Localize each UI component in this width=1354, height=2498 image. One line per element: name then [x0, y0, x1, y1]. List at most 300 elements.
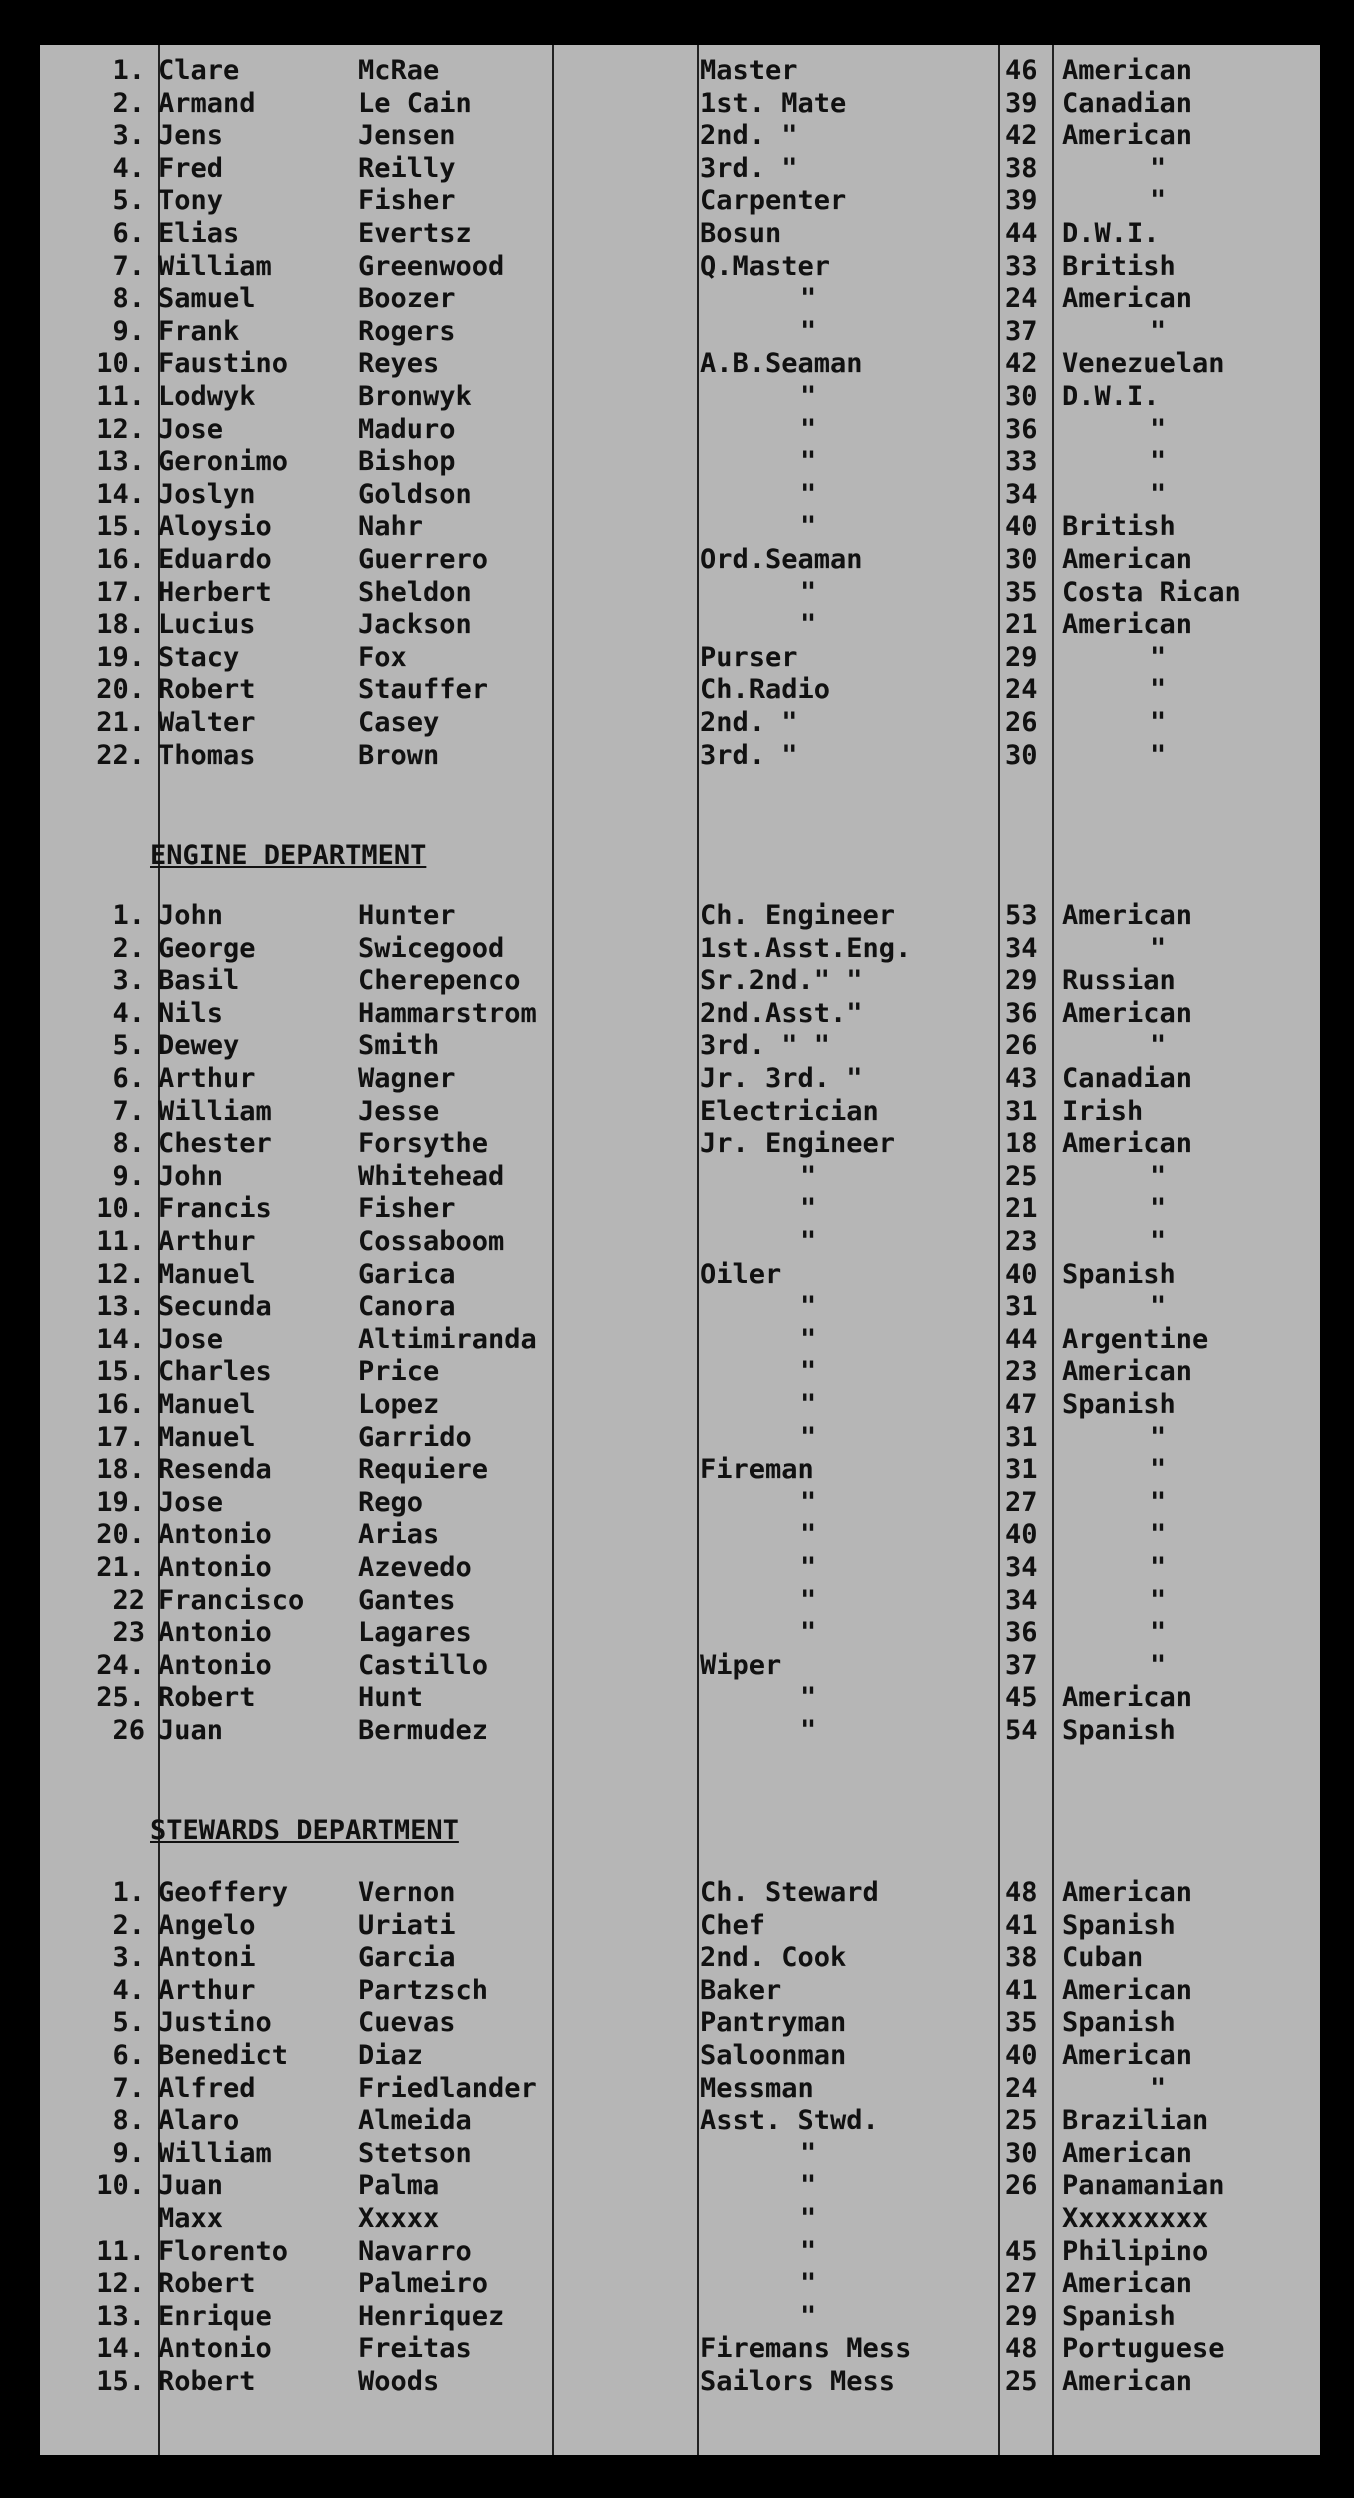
crew-rank: " [800, 446, 817, 478]
crew-age: 42 [1005, 348, 1038, 380]
crew-nationality: American [1062, 120, 1193, 152]
crew-last-name: Evertsz [358, 218, 472, 249]
crew-nationality: " [1150, 1226, 1167, 1257]
crew-age: 36 [1005, 1617, 1038, 1649]
crew-nationality: British [1062, 511, 1176, 543]
crew-first-name: Antonio [158, 2333, 272, 2365]
crew-row [40, 251, 1320, 283]
crew-row [40, 2203, 1320, 2235]
crew-row [40, 88, 1320, 120]
crew-rank: " [800, 315, 817, 347]
crew-first-name: Jose [158, 1323, 224, 1355]
crew-list-sheet [40, 45, 1320, 2455]
crew-rank: " [800, 609, 817, 641]
crew-row [40, 511, 1320, 543]
crew-nationality: " [1150, 2072, 1167, 2104]
crew-row [40, 120, 1320, 152]
crew-first-name: Jose [158, 413, 224, 445]
crew-row [40, 55, 1320, 87]
crew-rank: " [800, 2300, 817, 2332]
crew-last-name: Diaz [358, 2040, 424, 2071]
crew-age: 25 [1005, 2366, 1038, 2397]
crew-last-name: Whitehead [358, 1160, 505, 1192]
crew-nationality: Irish [1062, 1095, 1144, 1127]
crew-age: 23 [1005, 1226, 1038, 1257]
crew-number: 14. [96, 2333, 145, 2365]
crew-number: 24. [96, 1649, 145, 1681]
crew-nationality: Philipino [1062, 2235, 1209, 2267]
crew-first-name: Thomas [158, 739, 256, 771]
crew-rank: Sailors Mess [700, 2366, 896, 2397]
crew-last-name: Fox [358, 641, 407, 673]
crew-age: 33 [1005, 446, 1038, 478]
crew-number: 13. [96, 446, 145, 478]
crew-row [40, 577, 1320, 609]
crew-number: 5. [112, 2007, 145, 2039]
crew-last-name: Palma [358, 2170, 440, 2202]
crew-nationality: American [1062, 55, 1193, 86]
crew-nationality: Canadian [1062, 87, 1193, 119]
crew-number: 6. [112, 1063, 145, 1094]
crew-age: 36 [1005, 413, 1038, 445]
crew-rank: 2nd. " [700, 120, 798, 152]
crew-age: 31 [1005, 1095, 1038, 1127]
crew-number: 14. [96, 478, 145, 510]
crew-number: 7. [112, 1095, 145, 1127]
crew-last-name: Navarro [358, 2235, 472, 2267]
crew-rank: Carpenter [700, 185, 847, 217]
crew-row [40, 1487, 1320, 1519]
crew-first-name: Stacy [158, 641, 240, 673]
crew-rank: Ch.Radio [700, 674, 831, 706]
crew-last-name: Hunter [358, 900, 456, 931]
crew-number: 8. [112, 283, 145, 315]
crew-first-name: Jens [158, 120, 224, 152]
crew-nationality: Spanish [1062, 2007, 1176, 2039]
crew-nationality: Spanish [1062, 1389, 1176, 1420]
crew-last-name: McRae [358, 55, 440, 86]
crew-age: 45 [1005, 1682, 1038, 1714]
crew-nationality: " [1150, 1649, 1167, 1681]
crew-number: 11. [96, 2235, 145, 2267]
crew-last-name: Azevedo [358, 1552, 472, 1583]
crew-last-name: Bronwyk [358, 381, 472, 412]
crew-number: 3. [112, 1942, 145, 1974]
crew-first-name: Charles [158, 1356, 272, 1388]
crew-nationality: American [1062, 900, 1193, 931]
crew-row [40, 1030, 1320, 1062]
crew-row [40, 2301, 1320, 2333]
crew-last-name: Almeida [358, 2105, 472, 2137]
crew-number: 1. [112, 900, 145, 931]
crew-rank: " [800, 381, 817, 412]
crew-first-name: Manuel [158, 1421, 256, 1453]
crew-age: 30 [1005, 739, 1038, 771]
crew-rank: Sr.2nd." " [700, 965, 863, 997]
crew-first-name: William [158, 2137, 272, 2169]
crew-number: 5. [112, 185, 145, 217]
crew-last-name: Castillo [358, 1649, 489, 1681]
crew-first-name: Maxx [158, 2203, 224, 2234]
crew-number: 10. [96, 2170, 145, 2202]
crew-age: 45 [1005, 2235, 1038, 2267]
crew-rank: 2nd. Cook [700, 1942, 847, 1974]
crew-row [40, 1910, 1320, 1942]
crew-rank: Jr. 3rd. " [700, 1063, 863, 1094]
crew-rank: " [800, 1682, 817, 1714]
crew-number: 19. [96, 641, 145, 673]
crew-row [40, 1226, 1320, 1258]
crew-first-name: Arthur [158, 1974, 256, 2006]
crew-rank: " [800, 2170, 817, 2202]
crew-row [40, 609, 1320, 641]
crew-age: 21 [1005, 1193, 1038, 1225]
crew-last-name: Maduro [358, 413, 456, 445]
crew-first-name: Benedict [158, 2040, 289, 2071]
crew-nationality: Canadian [1062, 1063, 1193, 1094]
crew-row [40, 1193, 1320, 1225]
crew-number: 11. [96, 1226, 145, 1257]
crew-row [40, 2268, 1320, 2300]
crew-last-name: Henriquez [358, 2300, 505, 2332]
crew-number: 20. [96, 1519, 145, 1551]
crew-first-name: Robert [158, 1682, 256, 1714]
crew-rank: Ch. Steward [700, 1877, 879, 1908]
crew-first-name: Joslyn [158, 478, 256, 510]
crew-number: 3. [112, 965, 145, 997]
crew-rank: Master [700, 55, 798, 86]
crew-nationality: American [1062, 544, 1193, 575]
crew-age: 34 [1005, 478, 1038, 510]
crew-last-name: Swicegood [358, 932, 505, 964]
crew-row [40, 283, 1320, 315]
crew-row [40, 1585, 1320, 1617]
crew-age: 53 [1005, 900, 1038, 931]
crew-last-name: Lopez [358, 1389, 440, 1420]
crew-first-name: Florento [158, 2235, 289, 2267]
crew-number: 1. [112, 1877, 145, 1908]
crew-rank: 2nd. " [700, 707, 798, 738]
crew-last-name: Uriati [358, 1909, 456, 1941]
crew-age: 26 [1005, 707, 1038, 738]
crew-age: 39 [1005, 185, 1038, 217]
crew-first-name: John [158, 900, 224, 931]
crew-nationality: " [1150, 1193, 1167, 1225]
crew-nationality: American [1062, 1974, 1193, 2006]
crew-rank: " [800, 1193, 817, 1225]
crew-age: 36 [1005, 997, 1038, 1029]
crew-age: 41 [1005, 1909, 1038, 1941]
crew-nationality: " [1150, 1584, 1167, 1616]
crew-row [40, 1096, 1320, 1128]
crew-age: 24 [1005, 283, 1038, 315]
crew-first-name: Francisco [158, 1584, 305, 1616]
crew-nationality: D.W.I. [1062, 218, 1160, 249]
crew-rank: " [800, 1552, 817, 1583]
crew-rank: Saloonman [700, 2040, 847, 2071]
crew-first-name: Manuel [158, 1389, 256, 1420]
crew-row [40, 2236, 1320, 2268]
crew-number: 16. [96, 1389, 145, 1420]
crew-nationality: " [1150, 185, 1167, 217]
crew-rank: 1st.Asst.Eng. [700, 932, 912, 964]
crew-age: 34 [1005, 932, 1038, 964]
crew-last-name: Cherepenco [358, 965, 521, 997]
crew-age: 23 [1005, 1356, 1038, 1388]
crew-row [40, 1519, 1320, 1551]
crew-nationality: " [1150, 739, 1167, 771]
crew-last-name: Bishop [358, 446, 456, 478]
crew-number: 26 [112, 1715, 145, 1746]
crew-number: 16. [96, 544, 145, 575]
engine-department-heading: ENGINE DEPARTMENT [150, 840, 427, 871]
crew-nationality: American [1062, 2268, 1193, 2300]
crew-first-name: Enrique [158, 2300, 272, 2332]
crew-number: 8. [112, 2105, 145, 2137]
crew-first-name: Clare [158, 55, 240, 86]
crew-last-name: Jensen [358, 120, 456, 152]
crew-nationality: Russian [1062, 965, 1176, 997]
crew-first-name: Nils [158, 997, 224, 1029]
crew-rank: Wiper [700, 1649, 782, 1681]
crew-nationality: " [1150, 1552, 1167, 1583]
crew-number: 3. [112, 120, 145, 152]
crew-number: 10. [96, 1193, 145, 1225]
crew-last-name: Arias [358, 1519, 440, 1551]
crew-row [40, 2138, 1320, 2170]
crew-first-name: Samuel [158, 283, 256, 315]
crew-row [40, 218, 1320, 250]
crew-first-name: Elias [158, 218, 240, 249]
crew-rank: " [800, 1486, 817, 1518]
crew-first-name: John [158, 1160, 224, 1192]
crew-row [40, 965, 1320, 997]
crew-number: 17. [96, 576, 145, 608]
crew-rank: Ch. Engineer [700, 900, 896, 931]
crew-nationality: American [1062, 2366, 1193, 2397]
crew-last-name: Goldson [358, 478, 472, 510]
crew-number: 15. [96, 511, 145, 543]
crew-age: 24 [1005, 674, 1038, 706]
crew-rank: Ord.Seaman [700, 544, 863, 575]
crew-age: 35 [1005, 576, 1038, 608]
crew-rank: 3rd. " [700, 739, 798, 771]
crew-last-name: Garrido [358, 1421, 472, 1453]
crew-first-name: Dewey [158, 1030, 240, 1062]
crew-first-name: Manuel [158, 1258, 256, 1290]
crew-age: 40 [1005, 2040, 1038, 2071]
crew-number: 7. [112, 2072, 145, 2104]
crew-age: 39 [1005, 87, 1038, 119]
crew-rank: Baker [700, 1974, 782, 2006]
crew-first-name: Basil [158, 965, 240, 997]
crew-number: 17. [96, 1421, 145, 1453]
crew-nationality: Spanish [1062, 2300, 1176, 2332]
crew-age: 40 [1005, 511, 1038, 543]
crew-nationality: " [1150, 152, 1167, 184]
crew-rank: 3rd. " [700, 152, 798, 184]
crew-number: 12. [96, 413, 145, 445]
crew-row [40, 1128, 1320, 1160]
crew-row [40, 544, 1320, 576]
crew-first-name: Robert [158, 2268, 256, 2300]
crew-age: 40 [1005, 1258, 1038, 1290]
crew-last-name: Rogers [358, 315, 456, 347]
crew-age: 30 [1005, 2137, 1038, 2169]
crew-row [40, 1063, 1320, 1095]
crew-first-name: Geronimo [158, 446, 289, 478]
crew-rank: Bosun [700, 218, 782, 249]
crew-first-name: Arthur [158, 1226, 256, 1257]
crew-first-name: Antonio [158, 1519, 272, 1551]
crew-last-name: Jackson [358, 609, 472, 641]
crew-row [40, 2105, 1320, 2137]
crew-nationality: " [1150, 1454, 1167, 1486]
crew-rank: " [800, 1323, 817, 1355]
crew-age: 54 [1005, 1715, 1038, 1746]
crew-first-name: Lucius [158, 609, 256, 641]
crew-number: 9. [112, 315, 145, 347]
crew-age: 31 [1005, 1291, 1038, 1323]
crew-row [40, 1617, 1320, 1649]
crew-number: 6. [112, 2040, 145, 2071]
crew-number: 12. [96, 1258, 145, 1290]
crew-age: 31 [1005, 1421, 1038, 1453]
crew-nationality: " [1150, 1291, 1167, 1323]
crew-row [40, 1161, 1320, 1193]
crew-last-name: Xxxxx [358, 2203, 440, 2234]
crew-age: 34 [1005, 1552, 1038, 1583]
crew-rank: Pantryman [700, 2007, 847, 2039]
crew-age: 37 [1005, 1649, 1038, 1681]
crew-age: 37 [1005, 315, 1038, 347]
crew-row [40, 1715, 1320, 1747]
crew-age: 29 [1005, 965, 1038, 997]
crew-first-name: Alaro [158, 2105, 240, 2137]
crew-last-name: Boozer [358, 283, 456, 315]
crew-first-name: Antoni [158, 1942, 256, 1974]
crew-last-name: Woods [358, 2366, 440, 2397]
crew-row [40, 642, 1320, 674]
crew-nationality: " [1150, 1421, 1167, 1453]
crew-number: 18. [96, 609, 145, 641]
crew-number: 18. [96, 1454, 145, 1486]
crew-rank: " [800, 1389, 817, 1420]
crew-age: 41 [1005, 1974, 1038, 2006]
crew-last-name: Palmeiro [358, 2268, 489, 2300]
crew-age: 35 [1005, 2007, 1038, 2039]
crew-first-name: Robert [158, 674, 256, 706]
crew-row [40, 1975, 1320, 2007]
crew-first-name: Eduardo [158, 544, 272, 575]
crew-rank: A.B.Seaman [700, 348, 863, 380]
crew-nationality: Argentine [1062, 1323, 1209, 1355]
crew-age: 43 [1005, 1063, 1038, 1094]
crew-first-name: Juan [158, 1715, 224, 1746]
crew-nationality: " [1150, 707, 1167, 738]
crew-last-name: Wagner [358, 1063, 456, 1094]
stewards-department-heading: STEWARDS DEPARTMENT [150, 1815, 459, 1846]
crew-row [40, 185, 1320, 217]
crew-last-name: Bermudez [358, 1715, 489, 1746]
crew-first-name: Aloysio [158, 511, 272, 543]
crew-nationality: " [1150, 1519, 1167, 1551]
crew-first-name: Lodwyk [158, 381, 256, 412]
crew-number: 20. [96, 674, 145, 706]
crew-first-name: Justino [158, 2007, 272, 2039]
crew-first-name: Tony [158, 185, 224, 217]
crew-first-name: William [158, 1095, 272, 1127]
crew-nationality: Cuban [1062, 1942, 1144, 1974]
crew-age: 27 [1005, 2268, 1038, 2300]
crew-last-name: Canora [358, 1291, 456, 1323]
crew-row [40, 479, 1320, 511]
crew-rank: Oiler [700, 1258, 782, 1290]
crew-first-name: George [158, 932, 256, 964]
crew-first-name: Secunda [158, 1291, 272, 1323]
crew-nationality: " [1150, 1486, 1167, 1518]
crew-rank: " [800, 1715, 817, 1746]
crew-nationality: " [1150, 478, 1167, 510]
crew-last-name: Hunt [358, 1682, 424, 1714]
crew-age: 40 [1005, 1519, 1038, 1551]
crew-first-name: Herbert [158, 576, 272, 608]
crew-last-name: Brown [358, 739, 440, 771]
crew-last-name: Gantes [358, 1584, 456, 1616]
crew-last-name: Requiere [358, 1454, 489, 1486]
crew-last-name: Stetson [358, 2137, 472, 2169]
crew-row [40, 900, 1320, 932]
crew-number: 5. [112, 1030, 145, 1062]
crew-nationality: Brazilian [1062, 2105, 1209, 2137]
crew-number: 22. [96, 739, 145, 771]
crew-last-name: Le Cain [358, 87, 472, 119]
crew-row [40, 707, 1320, 739]
crew-row [40, 1389, 1320, 1421]
crew-nationality: British [1062, 250, 1176, 282]
crew-age: 48 [1005, 1877, 1038, 1908]
crew-age: 48 [1005, 2333, 1038, 2365]
crew-nationality: Spanish [1062, 1715, 1176, 1746]
crew-rank: Jr. Engineer [700, 1128, 896, 1160]
crew-rank: " [800, 413, 817, 445]
crew-rank: " [800, 2268, 817, 2300]
crew-number: 22 [112, 1584, 145, 1616]
crew-age: 44 [1005, 218, 1038, 249]
crew-number: 21. [96, 1552, 145, 1583]
crew-row [40, 740, 1320, 772]
crew-age: 34 [1005, 1584, 1038, 1616]
crew-nationality: Panamanian [1062, 2170, 1225, 2202]
crew-first-name: William [158, 250, 272, 282]
crew-nationality: American [1062, 609, 1193, 641]
crew-last-name: Reyes [358, 348, 440, 380]
crew-number: 2. [112, 932, 145, 964]
crew-nationality: " [1150, 932, 1167, 964]
crew-age: 24 [1005, 2072, 1038, 2104]
crew-first-name: Alfred [158, 2072, 256, 2104]
crew-number: 13. [96, 1291, 145, 1323]
crew-nationality: Xxxxxxxxx [1062, 2203, 1209, 2234]
crew-rank: " [800, 2203, 817, 2234]
crew-first-name: Francis [158, 1193, 272, 1225]
crew-row [40, 414, 1320, 446]
crew-row [40, 1942, 1320, 1974]
crew-age: 38 [1005, 152, 1038, 184]
crew-last-name: Cuevas [358, 2007, 456, 2039]
crew-first-name: Faustino [158, 348, 289, 380]
crew-nationality: American [1062, 1682, 1193, 1714]
